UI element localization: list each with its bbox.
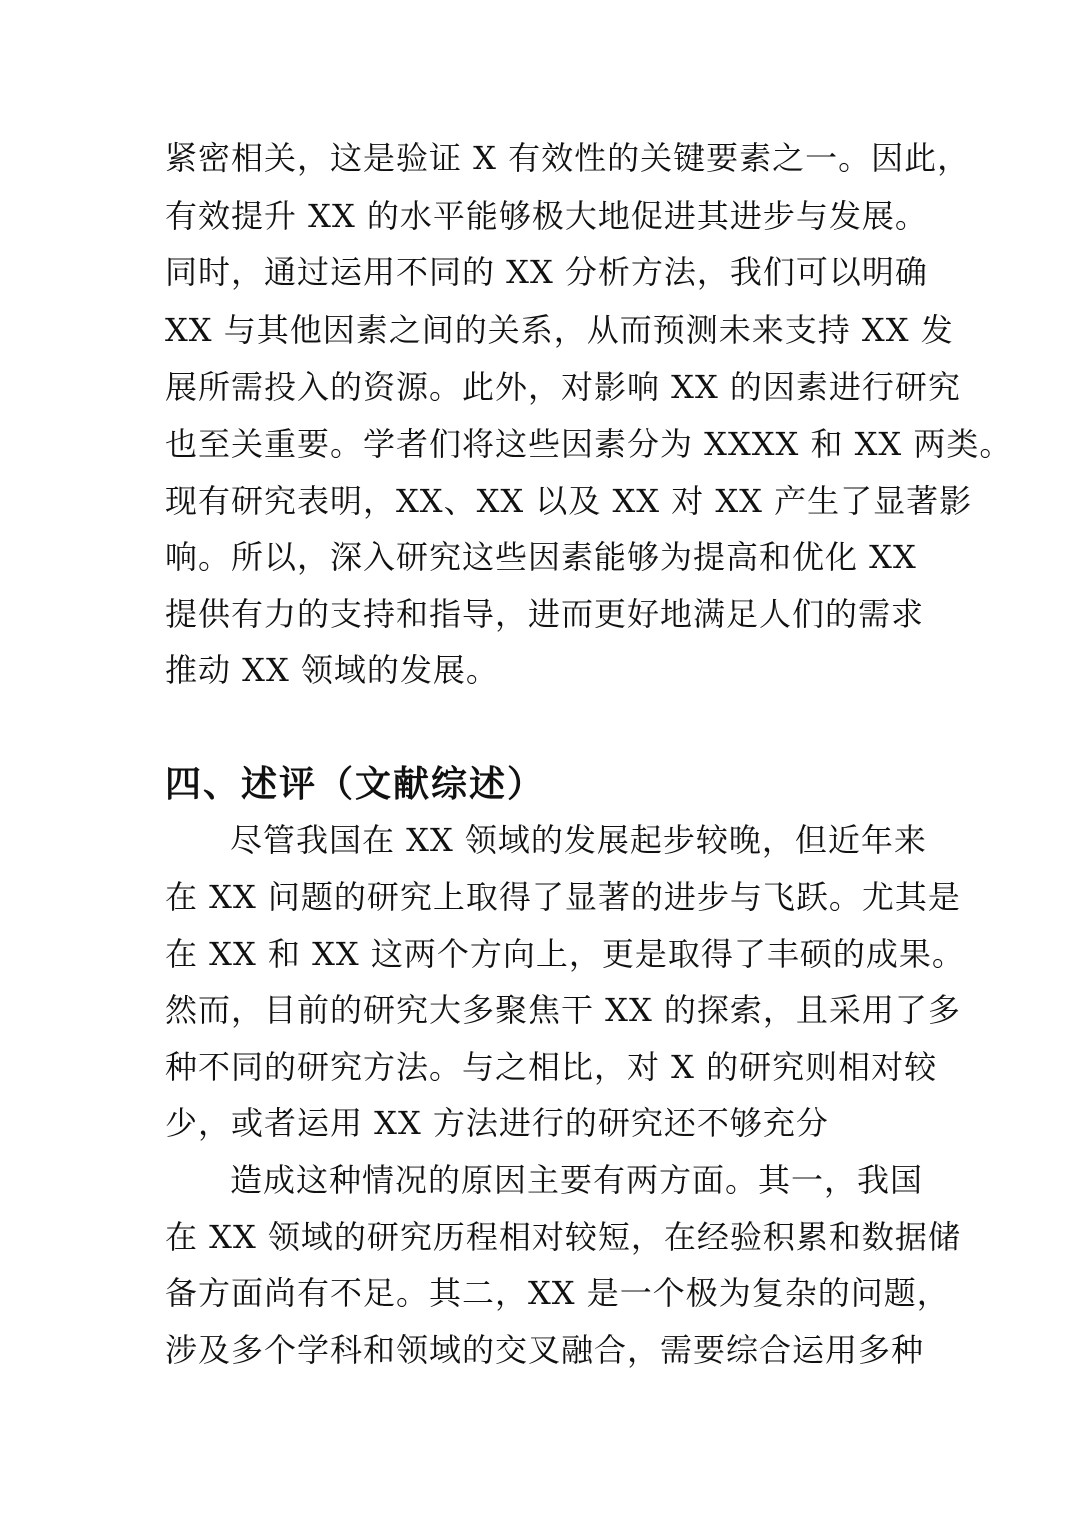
paragraph-1-line-6: 也至关重要。学者们将这些因素分为 XXXX 和 XX 两类。 (165, 425, 1013, 463)
paragraph-1-line-2: 有效提升 XX 的水平能够极大地促进其进步与发展。 (165, 197, 928, 235)
paragraph-1-line-1: 紧密相关，这是验证 X 有效性的关键要素之一。因此， (165, 139, 971, 177)
paragraph-a-line-6: 少，或者运用 XX 方法进行的研究还不够充分 (165, 1104, 829, 1142)
paragraph-1-line-4: XX 与其他因素之间的关系，从而预测未来支持 XX 发 (165, 311, 954, 349)
paragraph-1-line-3: 同时，通过运用不同的 XX 分析方法，我们可以明确 (165, 253, 928, 291)
paragraph-1-line-9: 提供有力的支持和指导，进而更好地满足人们的需求 (165, 595, 925, 633)
paragraph-a-line-3: 在 XX 和 XX 这两个方向上，更是取得了丰硕的成果。 (165, 935, 965, 973)
paragraph-1-line-7: 现有研究表明，XX、XX 以及 XX 对 XX 产生了显著影 (165, 482, 973, 520)
paragraph-b-line-2: 在 XX 领域的研究历程相对较短，在经验积累和数据储 (165, 1218, 961, 1256)
paragraph-b-line-3: 备方面尚有不足。其二，XX 是一个极为复杂的问题， (165, 1274, 950, 1312)
paragraph-a-line-1: 尽管我国在 XX 领域的发展起步较晚，但近年来 (230, 821, 927, 859)
paragraph-1-line-8: 响。所以，深入研究这些因素能够为提高和优化 XX (165, 538, 917, 576)
paragraph-a-line-2: 在 XX 问题的研究上取得了显著的进步与飞跃。尤其是 (165, 878, 961, 916)
paragraph-1-line-10: 推动 XX 领域的发展。 (165, 651, 499, 689)
paragraph-b-line-1: 造成这种情况的原因主要有两方面。其一，我国 (230, 1161, 924, 1199)
paragraph-a-line-5: 种不同的研究方法。与之相比，对 X 的研究则相对较 (165, 1048, 938, 1086)
section-heading: 四、述评（文献综述） (165, 763, 546, 805)
paragraph-a-line-4: 然而，目前的研究大多聚焦干 XX 的探索，且采用了多 (165, 991, 961, 1029)
paragraph-b-line-4: 涉及多个学科和领域的交叉融合，需要综合运用多种 (165, 1331, 925, 1369)
paragraph-1-line-5: 展所需投入的资源。此外，对影响 XX 的因素进行研究 (165, 368, 961, 406)
